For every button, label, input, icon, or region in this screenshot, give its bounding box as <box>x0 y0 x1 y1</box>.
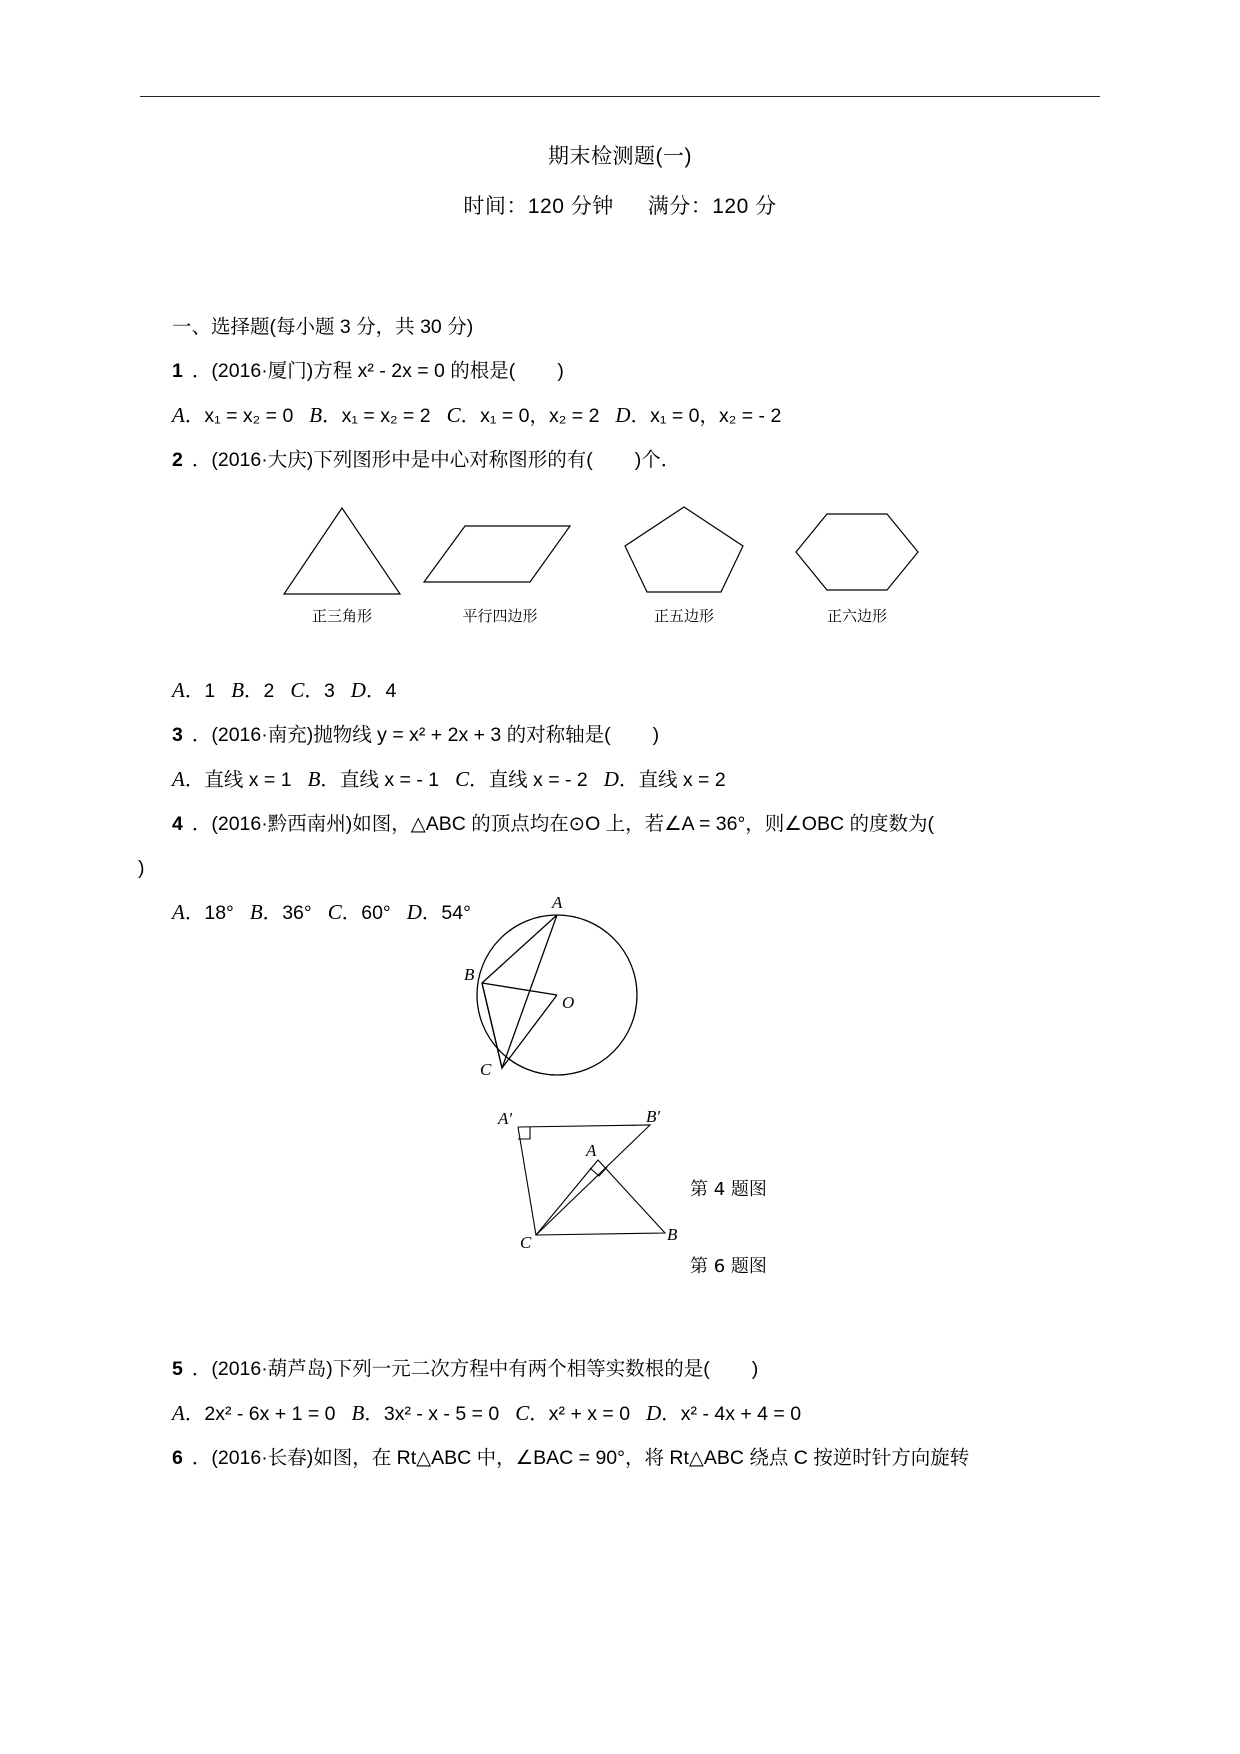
figure-4-caption: 第 4 题图 <box>690 1179 767 1200</box>
question-2-figures <box>172 488 1077 628</box>
question-4-diagram <box>452 893 682 1085</box>
q4-opt-letter-d: D <box>406 900 422 924</box>
question-4-stem: 4 ．(2016·黔西南州)如图，△ABC 的顶点均在⊙O 上，若∠A = 36°，则∠OBC 的度数为( <box>172 813 934 835</box>
q2-opt-text-a: 1 <box>204 680 216 702</box>
question-1-paren: ) <box>557 360 564 382</box>
question-5-number: 5 <box>172 1358 183 1380</box>
question-2-number: 2 <box>172 449 183 471</box>
question-6-stem: 6 ．(2016·长春)如图，在 Rt△ABC 中，∠BAC = 90°，将 Rt△ABC 绕点 C 按逆时针方向旋转 <box>172 1447 970 1469</box>
q4-opt-text-a: 18° <box>204 902 234 924</box>
q3-opt-text-a: 直线 x = 1 <box>204 769 292 791</box>
q4-opt-text-c: 60° <box>361 902 391 924</box>
label-point-c: C <box>480 1060 492 1079</box>
question-1-text: (2016·厦门)方程 x² - 2x = 0 的根是( <box>211 360 516 382</box>
question-4-number: 4 <box>172 813 183 835</box>
figure-parallelogram <box>410 502 590 626</box>
q5-opt-letter-b: B <box>351 1401 365 1425</box>
opt-text-a: x₁ = x₂ = 0 <box>204 405 294 427</box>
question-5-stem: 5 ．(2016·葫芦岛)下列一元二次方程中有两个相等实数根的是( ) <box>172 1358 759 1380</box>
parallelogram-icon <box>410 502 590 598</box>
figure-caption-parallelogram: 平行四边形 <box>462 609 538 625</box>
question-5-paren: ) <box>751 1358 759 1380</box>
question-1-stem: 1 ．(2016·厦门)方程 x² - 2x = 0 的根是( ) <box>172 360 564 382</box>
question-4-options: A．18° B．36° C．60° D．54° <box>172 900 471 924</box>
question-6-number: 6 <box>172 1447 183 1469</box>
q2-opt-letter-c: C <box>290 678 305 702</box>
question-2-options: A．1 B．2 C．3 D．4 <box>172 678 397 702</box>
figure-caption-hexagon: 正六边形 <box>826 609 887 625</box>
label-point-a: A <box>552 893 563 912</box>
opt-letter-b: B <box>309 403 323 427</box>
question-3-options: A．直线 x = 1 B．直线 x = - 1 C．直线 x = - 2 D．直线 x = 2 <box>172 767 726 791</box>
q4-opt-text-d: 54° <box>441 902 471 924</box>
exam-meta <box>0 190 1240 220</box>
label-point-b2: B <box>667 1225 678 1244</box>
question-2-text: (2016·大庆)下列图形中是中心对称图形的有( <box>211 449 593 471</box>
q4-opt-text-b: 36° <box>282 902 312 924</box>
q3-opt-letter-a: A <box>172 767 185 791</box>
regular-pentagon-icon <box>604 502 764 598</box>
q3-opt-letter-c: C <box>455 767 470 791</box>
question-1-number: 1 <box>172 360 183 382</box>
question-3-paren: ) <box>652 724 660 746</box>
label-point-c2: C <box>520 1233 532 1252</box>
q5-opt-text-a: 2x² - 6x + 1 = 0 <box>204 1403 336 1425</box>
q5-opt-letter-d: D <box>646 1401 662 1425</box>
exam-score: 满分：120 分 <box>647 195 777 218</box>
question-5-options: A．2x² - 6x + 1 = 0 B．3x² - x - 5 = 0 C．x² + x = 0 D．x² - 4x + 4 = 0 <box>172 1401 802 1425</box>
q2-opt-text-b: 2 <box>263 680 275 702</box>
q2-opt-text-d: 4 <box>385 680 397 702</box>
opt-letter-a: A <box>172 403 185 427</box>
label-point-a2: A <box>586 1141 597 1160</box>
opt-text-c: x₁ = 0，x₂ = 2 <box>480 405 600 427</box>
q4-opt-letter-c: C <box>327 900 342 924</box>
q2-opt-text-c: 3 <box>323 680 335 702</box>
regular-triangle-icon <box>267 502 417 598</box>
opt-text-b: x₁ = x₂ = 2 <box>341 405 431 427</box>
page-title: 期末检测题(一) <box>548 145 692 168</box>
figure-regular-hexagon <box>772 502 942 626</box>
q3-opt-text-d: 直线 x = 2 <box>638 769 726 791</box>
figure-regular-triangle <box>267 502 417 626</box>
question-5-text: (2016·葫芦岛)下列一元二次方程中有两个相等实数根的是( <box>211 1358 710 1380</box>
q2-opt-letter-a: A <box>172 678 185 702</box>
section-heading: 一、选择题(每小题 3 分，共 30 分) <box>172 316 474 338</box>
exam-body <box>138 305 1077 1480</box>
question-1-options: A．x₁ = x₂ = 0 B．x₁ = x₂ = 2 C．x₁ = 0，x₂ = 2 D．x₁ = 0，x₂ = - 2 <box>172 403 782 427</box>
exam-time: 时间：120 分钟 <box>463 195 614 218</box>
figure-caption-triangle: 正三角形 <box>311 609 372 625</box>
rotated-right-triangle-diagram-icon <box>500 1113 730 1263</box>
q3-opt-letter-b: B <box>307 767 321 791</box>
q5-opt-text-c: x² + x = 0 <box>548 1403 631 1425</box>
q4-opt-letter-a: A <box>172 900 185 924</box>
q3-opt-text-b: 直线 x = - 1 <box>339 769 440 791</box>
figure-caption-pentagon: 正五边形 <box>653 609 714 625</box>
question-4-text: (2016·黔西南州)如图，△ABC 的顶点均在⊙O 上，若∠A = 36°，则∠OBC 的度数为( <box>211 813 934 835</box>
question-2-paren: )个． <box>634 449 681 471</box>
q5-opt-letter-a: A <box>172 1401 185 1425</box>
figure-regular-pentagon <box>604 502 764 626</box>
figure-6-caption: 第 6 题图 <box>690 1256 767 1277</box>
question-6-text: (2016·长春)如图，在 Rt△ABC 中，∠BAC = 90°，将 Rt△ABC 绕点 C 按逆时针方向旋转 <box>211 1447 970 1469</box>
question-3-stem: 3 ．(2016·南充)抛物线 y = x² + 2x + 3 的对称轴是( ) <box>172 724 660 746</box>
label-point-b: B <box>464 965 475 984</box>
question-6-diagram <box>498 1107 730 1263</box>
question-4-stem-cont <box>138 846 1077 890</box>
q2-opt-letter-d: D <box>350 678 366 702</box>
label-point-a-prime: A′ <box>498 1109 513 1128</box>
q5-opt-letter-c: C <box>515 1401 530 1425</box>
q5-opt-text-d: x² - 4x + 4 = 0 <box>680 1403 802 1425</box>
q5-opt-text-b: 3x² - x - 5 = 0 <box>383 1403 500 1425</box>
q2-opt-letter-b: B <box>231 678 245 702</box>
question-3-number: 3 <box>172 724 183 746</box>
q3-opt-letter-d: D <box>603 767 619 791</box>
q4-opt-letter-b: B <box>249 900 263 924</box>
header-rule <box>140 96 1100 97</box>
regular-hexagon-icon <box>772 502 942 598</box>
label-point-o: O <box>562 993 575 1012</box>
label-point-b-prime: B′ <box>646 1107 661 1126</box>
q3-opt-text-c: 直线 x = - 2 <box>488 769 588 791</box>
opt-letter-c: C <box>446 403 461 427</box>
opt-text-d: x₁ = 0，x₂ = - 2 <box>650 405 782 427</box>
question-3-text: (2016·南充)抛物线 y = x² + 2x + 3 的对称轴是( <box>211 724 611 746</box>
opt-letter-d: D <box>615 403 631 427</box>
question-4-paren: ) <box>138 857 145 879</box>
question-2-stem: 2 ．(2016·大庆)下列图形中是中心对称图形的有( )个． <box>172 449 681 471</box>
